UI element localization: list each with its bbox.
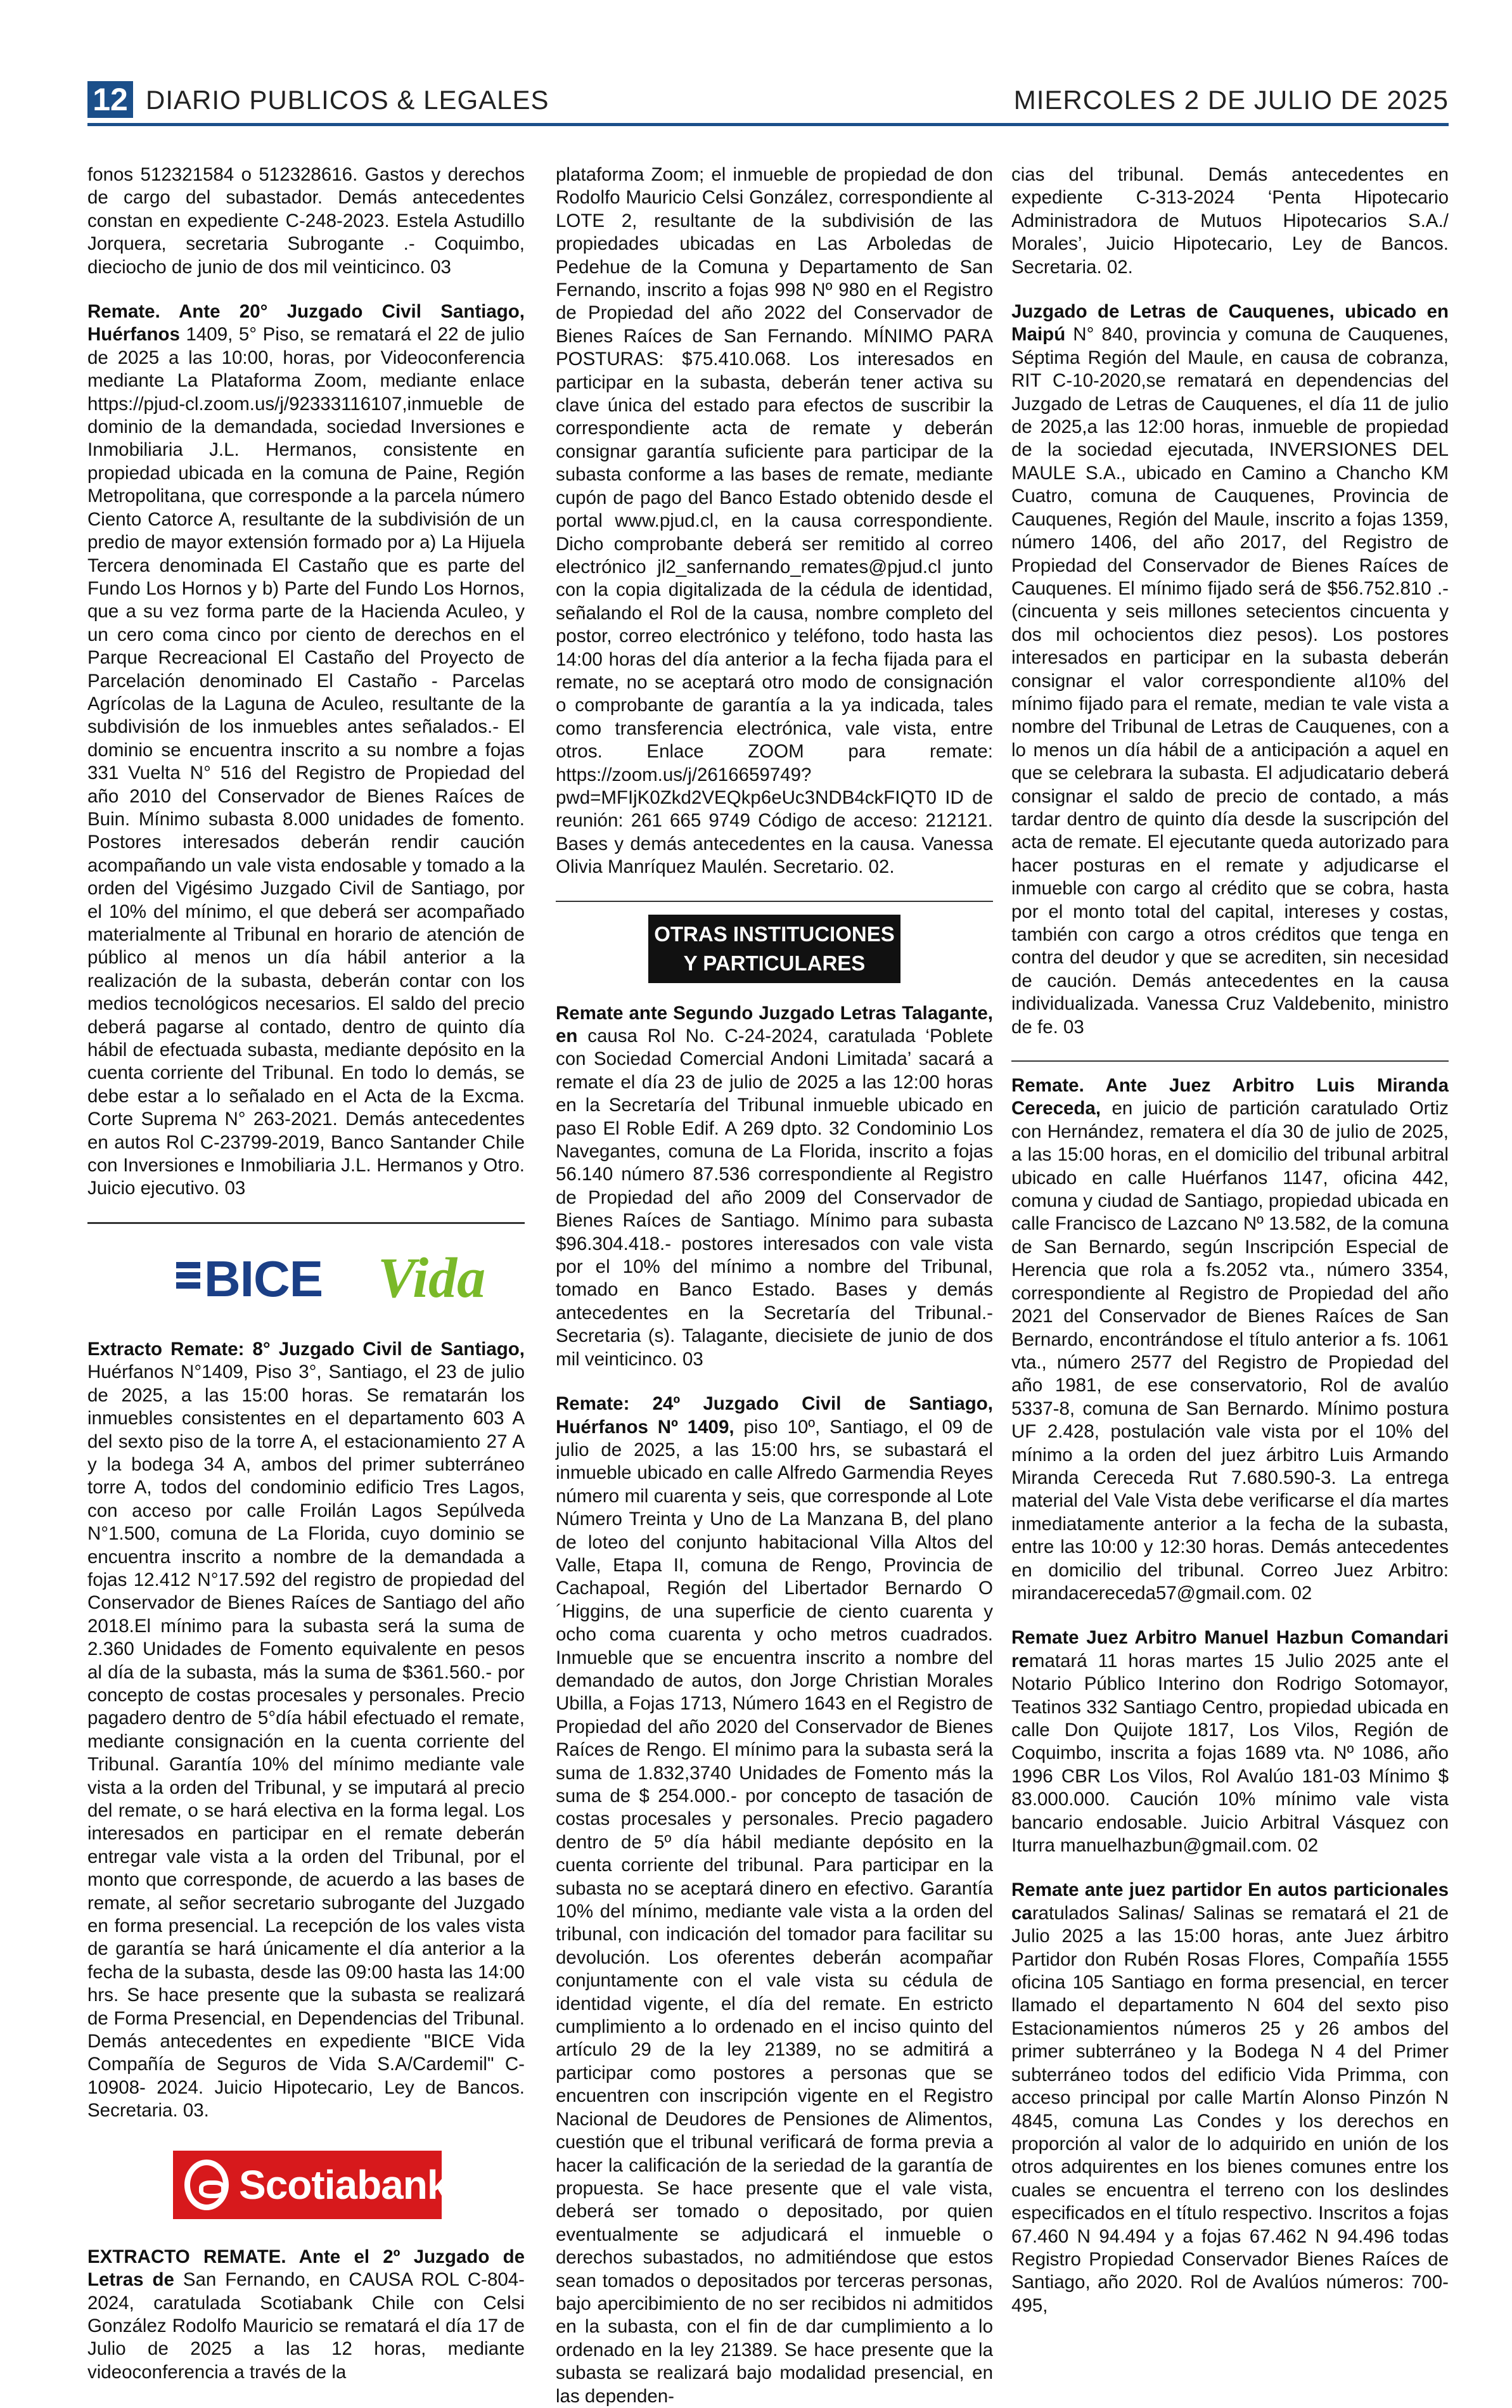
- notice-20-juzgado-civil: Remate. Ante 20° Juzgado Civil Santiago, Huérfanos 1409, 5° Piso, se rematará el 22 de julio de 2025 a las 10:00, horas, por Videoconferencia mediante La Plataforma Zoom, mediante enlace https://pjud-cl.zoom.us/j/92333116107,inmueble de dominio de la demandada, sociedad Inversiones e Inmobiliaria J.L. Hermanos, consistente en propiedad ubicada en la comuna de Paine, Región Metropolitana, que corresponde a la parcela número Ciento Catorce A, resultante de la subdivisión de un predio de mayor extensión formado por a) La Hijuela Tercera denominada El Castaño que es parte del Fundo Los Hornos y b) Parte del Fundo Los Hornos, que a su vez forma parte de la Hacienda Aculeo, y un cero coma cinco por ciento de derechos en el Parque Recreacional El Castaño del Proyecto de Parcelación denominado El Castaño - Parcelas Agrícolas de la Laguna de Aculeo, resultante de la subdivisión de los inmuebles antes señalados.- El dominio se encuentra inscrito a su nombre a fojas 331 Vuelta N° 516 del Registro de Propiedad del año 2010 del Conservador de Bienes Raíces de Buin. Mínimo subasta 8.000 unidades de fomento. Postores interesados deberán rendir caución acompañando un vale vista endosable y tomado a la orden del Vigésimo Juzgado Civil de Santiago, por el 10% del mínimo, el que deberá ser acompañado materialmente al Tribunal en horario de atención de público al menos un día hábil anterior a la realización de la subasta, deberán contar con los medios tecnológicos necesarios. El saldo del precio deberá pagarse al contado, dentro de quinto día hábil de efectuada subasta, mediante depósito en la cuenta corriente del Tribunal. En todo lo demás, se debe estar a lo señalado en el Acta de la Excma. Corte Suprema N° 263-2021. Demás antecedentes en autos Rol C-23799-2019, Banco Santander Chile con Inversiones e Inmobiliaria J.L. Hermanos y Otro. Juicio ejecutivo. 03: [87, 301, 525, 1199]
- notice-24-juzgado-civil: Remate: 24º Juzgado Civil de Santiago, Huérfanos Nº 1409, piso 10º, Santiago, el 09 de julio de 2025, a las 15:00 hrs, se subastará el inmueble ubicado en calle Alfredo Garmendia Reyes número mil cuarenta y seis, que corresponde al Lote Número Treinta y Uno de La Manzana B, del plano de loteo del conjunto habitacional Villa Altos del Valle, Etapa II, comuna de Rengo, Provincia de Cachapoal, Región del Libertador Bernardo O´Higgins, de una superficie de ciento cuarenta y ocho coma cuarenta y ocho metros cuadrados. Inmueble que se encuentra inscrito a nombre del demandado de autos, don Jorge Christian Morales Ubilla, a Fojas 1713, Número 1643 en el Registro de Propiedad del año 2020 del Conservador de Bienes Raíces de Rengo. El mínimo para la subasta será la suma de 1.832,3740 Unidades de Fomento más la suma de $ 254.000.- por concepto de tasación de costas procesales y personales. Precio pagadero dentro de 5º día hábil mediante depósito en la cuenta corriente del tribunal. Para participar en la subasta no se aceptará dinero en efectivo. Garantía 10% del mínimo, mediante vale vista a la orden del tribunal, con indicación del tomador para facilitar su devolución. Los oferentes deberán acompañar conjuntamente con el vale vista su cédula de identidad vigente, el día del remate. En estricto cumplimiento a lo ordenado en el inciso quinto del artículo 29 de la ley 21389, no se admitirá a participar como postores a personas que se encuentren con inscripción vigente en el Registro Nacional de Deudores de Pensiones de Alimentos, cuestión que el tribunal verificará de forma previa a hacer la calificación de la seriedad de la garantía de propuesta. Se hace presente que el vale vista, deberá ser tomado o depositado, por quien eventualmente se adjudicará el inmueble o derechos subastados, no admitiéndose que estos sean tomados o depositados por terceras personas, bajo apercibimiento de no ser recibidos ni admitidos en la subasta, con el fin de dar cumplimiento a lo ordenado en la ley 21389. Se hace presente que la subasta se realizará bajo modalidad presencial, en las dependen-: [556, 1393, 993, 2407]
- notice-talagante: Remate ante Segundo Juzgado Letras Talagante, en causa Rol No. C-24-2024, caratulada ‘Poblete con Sociedad Comercial Andoni Limitada’ sacará a remate el día 23 de julio de 2025 a las 12:00 horas en la Secretaría del Tribunal inmueble ubicado en paso El Roble Edif. A 269 dpto. 32 Condominio Los Navegantes, comuna de La Florida, inscrito a fojas 56.140 número 87.536 correspondiente al Registro de Propiedad del año 2009 del Conservador de Bienes Raíces de Santiago. Mínimo para subasta $96.304.418.- postores interesados con vale vista por el 10% del mínimo a nombre del Tribunal, tomado en Banco Estado. Bases y demás antecedentes en la Secretaría del Tribunal.- Secretaria (s). Talagante, diecisiete de junio de dos mil veinticinco. 03: [556, 1002, 993, 1370]
- notice-coquimbo-end: fonos 512321584 o 512328616. Gastos y derechos de cargo del subastador. Demás antecedentes constan en expediente C-248-2023. Estela Astudillo Jorquera, secretaria Subrogante .- Coquimbo, dieciocho de junio de dos mil veinticinco. 03: [87, 164, 525, 278]
- notice-24-juzgado-cont: cias del tribunal. Demás antecedentes en expediente C-313-2024 ‘Penta Hipotecario Administradora de Mutuos Hipotecarios S.A./ Morales’, Juicio Hipotecario, Ley de Bancos. Secretaria. 02.: [1011, 164, 1449, 278]
- bice-bars-icon: [176, 1262, 200, 1297]
- notice-2-juzgado-san-fernando: EXTRACTO REMATE. Ante el 2º Juzgado de Letras de San Fernando, en CAUSA ROL C-804-2024, caratulada Scotiabank Chile con Celsi González Rodolfo Mauricio se rematará el día 17 de Julio de 2025 a las 12 horas, mediante videoconferencia a través de la: [87, 2246, 525, 2383]
- notice-8-juzgado-civil: Extracto Remate: 8° Juzgado Civil de Santiago, Huérfanos N°1409, Piso 3°, Santiago, el 23 de julio de 2025, a las 15:00 horas. Se rematarán los inmuebles consistentes en el departamento 603 A del sexto piso de la torre A, el estacionamiento 27 A y la bodega 34 A, ambos del primer subterráneo torre A, todos del condominio edificio Tres Lagos, con acceso por calle Froilán Lagos Sepúlveda N°1.500, comuna de La Florida, cuyo dominio se encuentra inscrito a nombre de la demandada a fojas 12.412 N°17.592 del registro de propiedad del Conservador de Bienes Raíces de Santiago del año 2018.El mínimo para la subasta será la suma de 2.360 Unidades de Fomento equivalente en pesos al día de la subasta, más la suma de $361.560.- por concepto de costas procesales y personales. Precio pagadero dentro de 5°día hábil efectuado el remate, mediante consignación en la cuenta corriente del Tribunal. Garantía 10% del mínimo mediante vale vista a la orden del Tribunal, y se imputará al precio del remate, o se hará electiva en la forma legal. Los interesados en participar en el remate deberán entregar vale vista a la orden del Tribunal, por el monto que corresponde, de acuerdo a las bases de remate, al señor secretario subrogante del Juzgado en forma presencial. La recepción de los vales vista de garantía se hará únicamente el día anterior a la fecha de la subasta, desde las 09:00 hasta las 14:00 hrs. Se hace presente que la subasta se realizará de Forma Presencial, en Dependencias del Tribunal. Demás antecedentes en expediente "BICE Vida Compañía de Seguros de Vida S.A/Cardemil" C-10908- 2024. Juicio Hipotecario, Ley de Bancos. Secretaria. 03.: [87, 1338, 525, 2121]
- notice-juez-partidor: Remate ante juez partidor En autos particionales caratulados Salinas/ Salinas se rematará el 21 de Julio 2025 a las 15:00 horas, ante Juez árbitro Partidor don Rubén Rosas Flores, Compañía 1555 oficina 105 Santiago en forma presencial, en tercer llamado el departamento N 604 del sexto piso Estacionamientos números 25 y 26 ambos del primer subterráneo y la Bodega N 4 del Primer subterráneo todos del edificio Vida Primma, con acceso principal por calle Martín Alonso Pinzón N 4845, comuna Las Condes y los derechos en proporción al valor de lo adquirido en unión de los otros adquirentes en los bienes comunes entre los cuales se encuentra el terreno con los deslindes especificados en el título respectivo. Inscritos a fojas 67.460 N 94.494 y a fojas 67.462 N 94.496 todas Registro Propiedad Conservador Bienes Raíces de Santiago, año 2020. Rol de Avalúos números: 700-495,: [1011, 1879, 1449, 2316]
- bice-vida-logo: BICE Vida: [87, 1237, 525, 1319]
- section-header: OTRAS INSTITUCIONES Y PARTICULARES: [648, 915, 900, 983]
- publication-name: DIARIO PUBLICOS & LEGALES: [146, 85, 549, 115]
- column-1: [87, 164, 525, 2383]
- scotiabank-s-icon: [184, 2160, 229, 2210]
- page-header: [87, 81, 1449, 118]
- notice-arbitro-miranda: Remate. Ante Juez Arbitro Luis Miranda Cereceda, en juicio de partición caratulado Ortiz con Hernández, rematera el día 30 de julio de 2025, a las 15:00 horas, en el domicilio del tribunal arbitral ubicado en calle Huérfanos 1147, oficina 442, comuna y ciudad de Santiago, propiedad ubicada en calle Francisco de Lazcano Nº 13.582, de la comuna de San Bernardo, según Inscripción Especial de Herencia que rola a fs.2052 vta., número 3354, correspondiente al Registro de Propiedad del año 2021 del Conservador de Bienes Raíces de San Bernardo, encontrándose el título anterior a fs. 1061 vta., número 2577 del Registro de Propiedad del año 1981, de ese conservatorio, Rol de avalúo 5337-8, comuna de San Bernardo. Mínimo postura UF 2.428, postulación vale vista por el 10% del mínimo a la orden del juez árbitro Luis Armando Miranda Cereceda Rut 7.680.590-3. La entrega material del Vale Vista debe verificarse el día martes inmediatamente anterior a la fecha de la subasta, entre las 10:00 y 12:30 horas. Demás antecedentes en domicilio del tribunal. Correo Juez Arbitro: mirandacereceda57@gmail.com. 02: [1011, 1075, 1449, 1604]
- column-2: [556, 164, 993, 2407]
- page-number: 12: [87, 81, 133, 118]
- column-3: [1011, 164, 1449, 2316]
- separator: [87, 1222, 525, 1224]
- scotiabank-logo: Scotiabank: [87, 2144, 525, 2227]
- notice-cauquenes: Juzgado de Letras de Cauquenes, ubicado en Maipú N° 840, provincia y comuna de Cauquenes, Séptima Región del Maule, en causa de cobranza, RIT C-10-2020,se rematará en dependencias del Juzgado de Letras de Cauquenes, el día 11 de julio de 2025,a las 12:00 horas, inmueble de propiedad de la sociedad ejecutada, INVERSIONES DEL MAULE S.A., ubicado en Camino a Chancho KM Cuatro, comuna de Cauquenes, Provincia de Cauquenes, Región del Maule, inscrito a fojas 1359, número 1406, del año 2017, del Registro de Propiedad del Conservador de Bienes Raíces de Cauquenes. El mínimo fijado será de $56.752.810 .- (cincuenta y seis millones setecientos cincuenta y dos mil ochocientos diez pesos). Los postores interesados en participar en la subasta deberán consignar el valor correspondiente al10% del mínimo fijado para el remate, median te vale vista a nombre del Tribunal de Letras de Cauquenes, con a lo menos un día hábil de a anticipación a aquel en que se celebrara la subasta. El adjudicatario deberá consignar el saldo de precio de contado, a más tardar dentro de quinto día desde la suscripción del acta de remate. El ejecutante queda autorizado para hacer posturas en el remate y adjudicarse el inmueble con cargo al crédito que se cobra, hasta por el monto total del capital, intereses y costas, también con cargo a otros créditos que tenga en contra del deudor y que se acrediten, sin necesidad de caución. Demás antecedentes en la causa individualizada. Vanessa Cruz Valdebenito, ministro de fe. 03: [1011, 301, 1449, 1038]
- notice-arbitro-hazbun: Remate Juez Arbitro Manuel Hazbun Comandari rematará 11 horas martes 15 Julio 2025 ante el Notario Público Interino don Rodrigo Sotomayor, Teatinos 332 Santiago Centro, propiedad ubicada en calle Don Quijote 1817, Los Vilos, Región de Coquimbo, inscrita a fojas 1689 vta. Nº 1086, año 1996 CBR Los Vilos, Rol Avalúo 181-03 Mínimo $ 83.000.000. Caución 10% mínimo vale vista bancario endosable. Juicio Arbitral Vásquez con Iturra manuelhazbun@gmail.com. 02: [1011, 1627, 1449, 1857]
- notice-san-fernando-cont: plataforma Zoom; el inmueble de propiedad de don Rodolfo Mauricio Celsi González, correspondiente al LOTE 2, resultante de la subdivisión de las propiedades ubicadas en Las Arboledas de Pedehue de la Comuna y Departamento de San Fernando, inscrito a fojas 998 Nº 980 en el Registro de Propiedad del año 2022 del Conservador de Bienes Raíces de San Fernando. MÍNIMO PARA POSTURAS: $75.410.068. Los interesados en participar en la subasta, deberán tener activa su clave única del estado para efectos de suscribir la correspondiente acta de remate y deberán consignar garantía suficiente para participar de la subasta conforme a las bases de remate, mediante cupón de pago del Banco Estado obtenido desde el portal www.pjud.cl, en la causa correspondiente. Dicho comprobante deberá ser remitido al correo electrónico jl2_sanfernando_remates@pjud.cl junto con la copia digitalizada de la cédula de identidad, señalando el Rol de la causa, nombre completo del postor, correo electrónico y teléfono, todo hasta las 14:00 horas del día anterior a la fecha fijada para el remate, no se aceptará otro modo de consignación o comprobante de garantía a la ya indicada, tales como transferencia electrónica, vale vista, entre otros. Enlace ZOOM para remate: https://zoom.us/j/2616659749?pwd=MFIjK0Zkd2VEQkp6eUc3NDB4ckFIQT0 ID de reunión: 261 665 9749 Código de acceso: 212121. Bases y demás antecedentes en la causa. Vanessa Olivia Manríquez Maulén. Secretario. 02.: [556, 164, 993, 878]
- separator: [556, 901, 993, 902]
- separator: [1011, 1060, 1449, 1062]
- publication-date: MIERCOLES 2 DE JULIO DE 2025: [1013, 85, 1449, 115]
- header-rule: [87, 123, 1449, 126]
